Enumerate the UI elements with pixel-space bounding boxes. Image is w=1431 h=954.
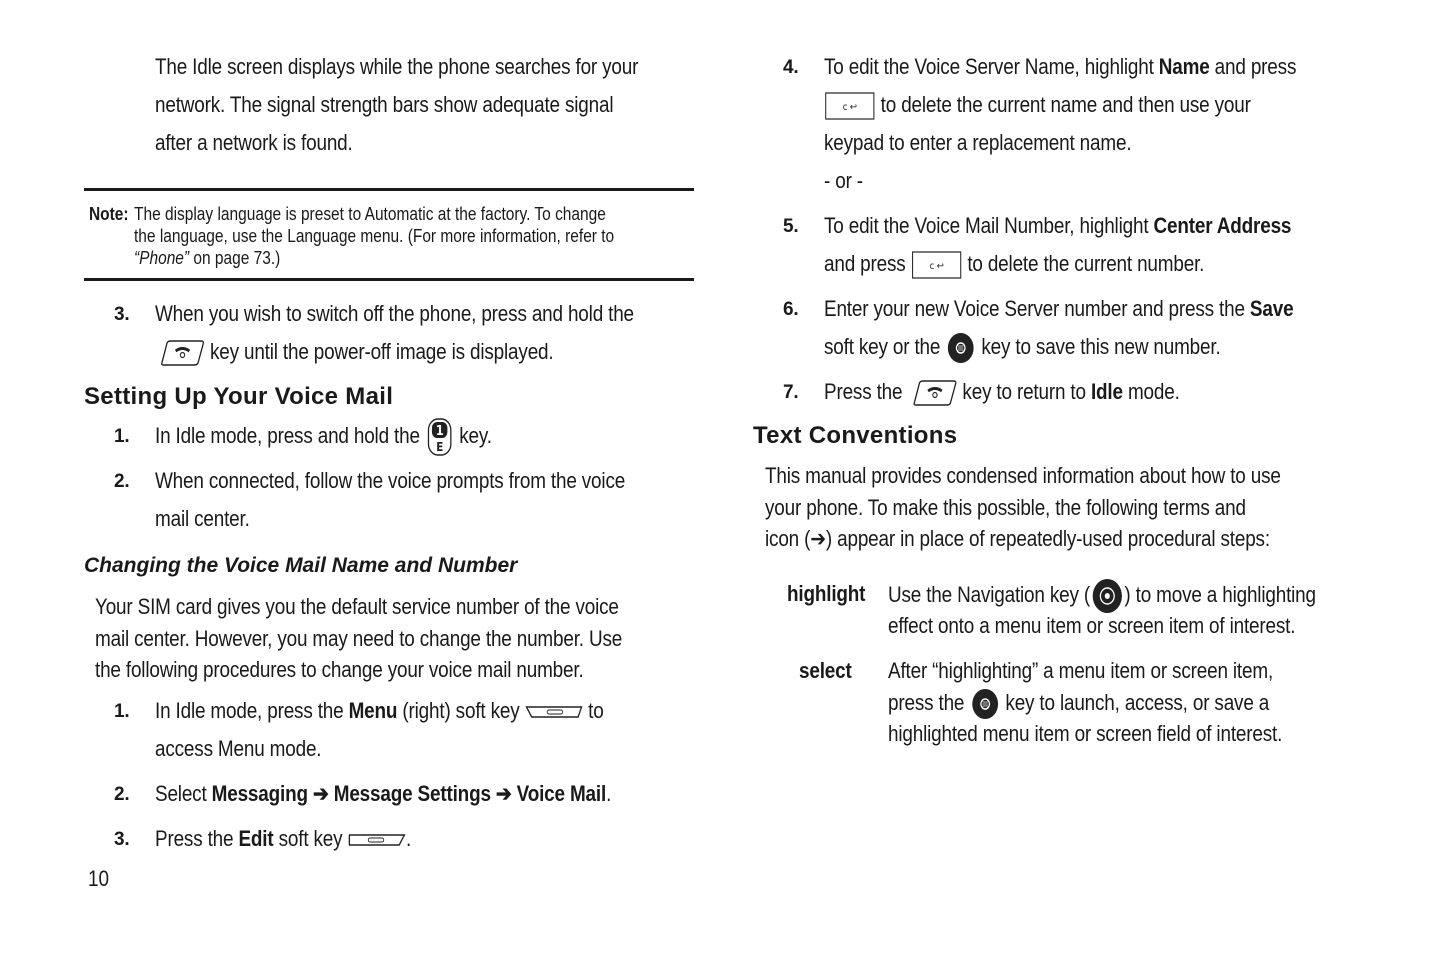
step6-line-1: Enter your new Voice Server number and press the Save xyxy=(824,296,1294,321)
conventions-line-2: your phone. To make this possible, the following terms and xyxy=(765,495,1246,520)
idle-bold: Idle xyxy=(1090,379,1123,404)
change-voice-mail-heading: Changing the Voice Mail Name and Number xyxy=(84,554,518,577)
note-bottom-rule xyxy=(84,278,694,281)
step5-line-2: and press c ↩ to delete the current number. xyxy=(824,245,1266,283)
svg-text:c ↩: c ↩ xyxy=(842,101,857,114)
intro-line-3: after a network is found. xyxy=(155,130,353,155)
term-select-line-2: press the key to launch, access, or save a xyxy=(888,687,1331,721)
step3-line-1: When you wish to switch off the phone, press and hold the xyxy=(155,301,634,326)
step4-line-1: To edit the Voice Server Name, highlight Name and press xyxy=(824,54,1297,79)
left-soft-key-icon xyxy=(348,831,406,849)
vm-step2-line-2: mail center. xyxy=(155,506,250,531)
term-highlight-line-2: effect onto a menu item or screen item of interest. xyxy=(888,613,1296,638)
term-select-line-3: highlighted menu item or screen field of interest. xyxy=(888,721,1283,746)
step3-line-2: key until the power-off image is displayed. xyxy=(155,333,618,371)
center-address-bold: Center Address xyxy=(1153,213,1292,238)
c-step1-line-1: In Idle mode, press the Menu (right) soft key to xyxy=(155,698,604,723)
messaging-bold: Messaging xyxy=(211,781,308,806)
step-number: 7. xyxy=(783,382,799,403)
change-para-line-2: mail center. However, you may need to change the number. Use xyxy=(95,626,623,651)
text-conventions-heading: Text Conventions xyxy=(753,422,958,449)
vm-step2-line-1: When connected, follow the voice prompts from the voice xyxy=(155,468,626,493)
svg-text:1: 1 xyxy=(435,423,444,439)
c-step1-line-2: access Menu mode. xyxy=(155,736,322,761)
term-highlight: highlight xyxy=(787,581,866,606)
edit-bold: Edit xyxy=(238,826,274,851)
note-line-2: the language, use the Language menu. (For more information, refer to xyxy=(134,226,615,246)
vm-step1-text: In Idle mode, press and hold the 1 E key. xyxy=(155,417,547,457)
step-number: 3. xyxy=(114,304,130,325)
step-number: 3. xyxy=(114,829,130,850)
clear-key-icon xyxy=(911,250,963,280)
step6-line-2: soft key or the key to save this new number. xyxy=(824,328,1285,366)
note-ref-page: on page 73.) xyxy=(189,248,281,268)
end-power-key-icon xyxy=(907,379,957,407)
change-para-line-3: the following procedures to change your voice mail number. xyxy=(95,657,584,682)
ok-key-icon xyxy=(969,687,1000,721)
step5-line-1: To edit the Voice Mail Number, highlight Center Address xyxy=(824,213,1292,238)
change-para-line-1: Your SIM card gives you the default service number of the voice xyxy=(95,594,619,619)
ok-key-icon xyxy=(945,331,976,365)
intro-line-2: network. The signal strength bars show adequate signal xyxy=(155,92,614,117)
note-ref-phone: “Phone” xyxy=(134,248,190,268)
page-number: 10 xyxy=(88,866,110,891)
note-top-rule xyxy=(84,188,694,191)
step-number: 5. xyxy=(783,216,799,237)
voicemail-1-key-icon xyxy=(425,417,454,457)
navigation-key-icon xyxy=(1090,578,1124,614)
voice-mail-heading: Setting Up Your Voice Mail xyxy=(84,383,394,410)
end-power-key-icon xyxy=(155,339,205,367)
clear-key-icon xyxy=(824,91,876,121)
svg-text:E: E xyxy=(436,440,443,455)
step-number: 1. xyxy=(114,701,130,722)
c-step2-text: Select Messaging ➔ Message Settings ➔ Voice Mail. xyxy=(155,781,612,806)
step-number: 2. xyxy=(114,784,130,805)
conventions-line-1: This manual provides condensed information about how to use xyxy=(765,463,1281,488)
step-number: 1. xyxy=(114,426,130,447)
right-soft-key-icon xyxy=(525,703,583,721)
step4-or: - or - xyxy=(824,168,863,193)
message-settings-bold: Message Settings xyxy=(333,781,491,806)
step7-text: Press the key to return to Idle mode. xyxy=(824,373,1238,411)
voice-mail-bold: Voice Mail xyxy=(516,781,607,806)
note-line-3 xyxy=(134,247,304,269)
conventions-line-3: icon (➔) appear in place of repeatedly-used procedural steps: xyxy=(765,526,1270,551)
term-select-line-1: After “highlighting” a menu item or screen item, xyxy=(888,658,1274,683)
step-number: 2. xyxy=(114,471,130,492)
note-label: Note: xyxy=(89,204,129,224)
note-line-1: The display language is preset to Automatic at the factory. To change xyxy=(134,204,606,224)
step4-line-2: c ↩ to delete the current name and then use your xyxy=(824,86,1320,124)
save-bold: Save xyxy=(1249,296,1294,321)
intro-line-1: The Idle screen displays while the phone searches for your xyxy=(155,54,639,79)
arrow-icon: ➔ xyxy=(490,781,517,806)
step-number: 6. xyxy=(783,299,799,320)
step-number: 4. xyxy=(783,57,799,78)
menu-bold: Menu xyxy=(348,698,398,723)
name-bold: Name xyxy=(1158,54,1210,79)
term-select: select xyxy=(799,658,852,683)
term-highlight-line-1: Use the Navigation key ( ) to move a highlighting xyxy=(888,578,1386,614)
step4-line-3: keypad to enter a replacement name. xyxy=(824,130,1132,155)
svg-text:c ↩: c ↩ xyxy=(929,260,944,273)
c-step3-text: Press the Edit soft key . xyxy=(155,826,412,851)
arrow-icon: ➔ xyxy=(307,781,334,806)
